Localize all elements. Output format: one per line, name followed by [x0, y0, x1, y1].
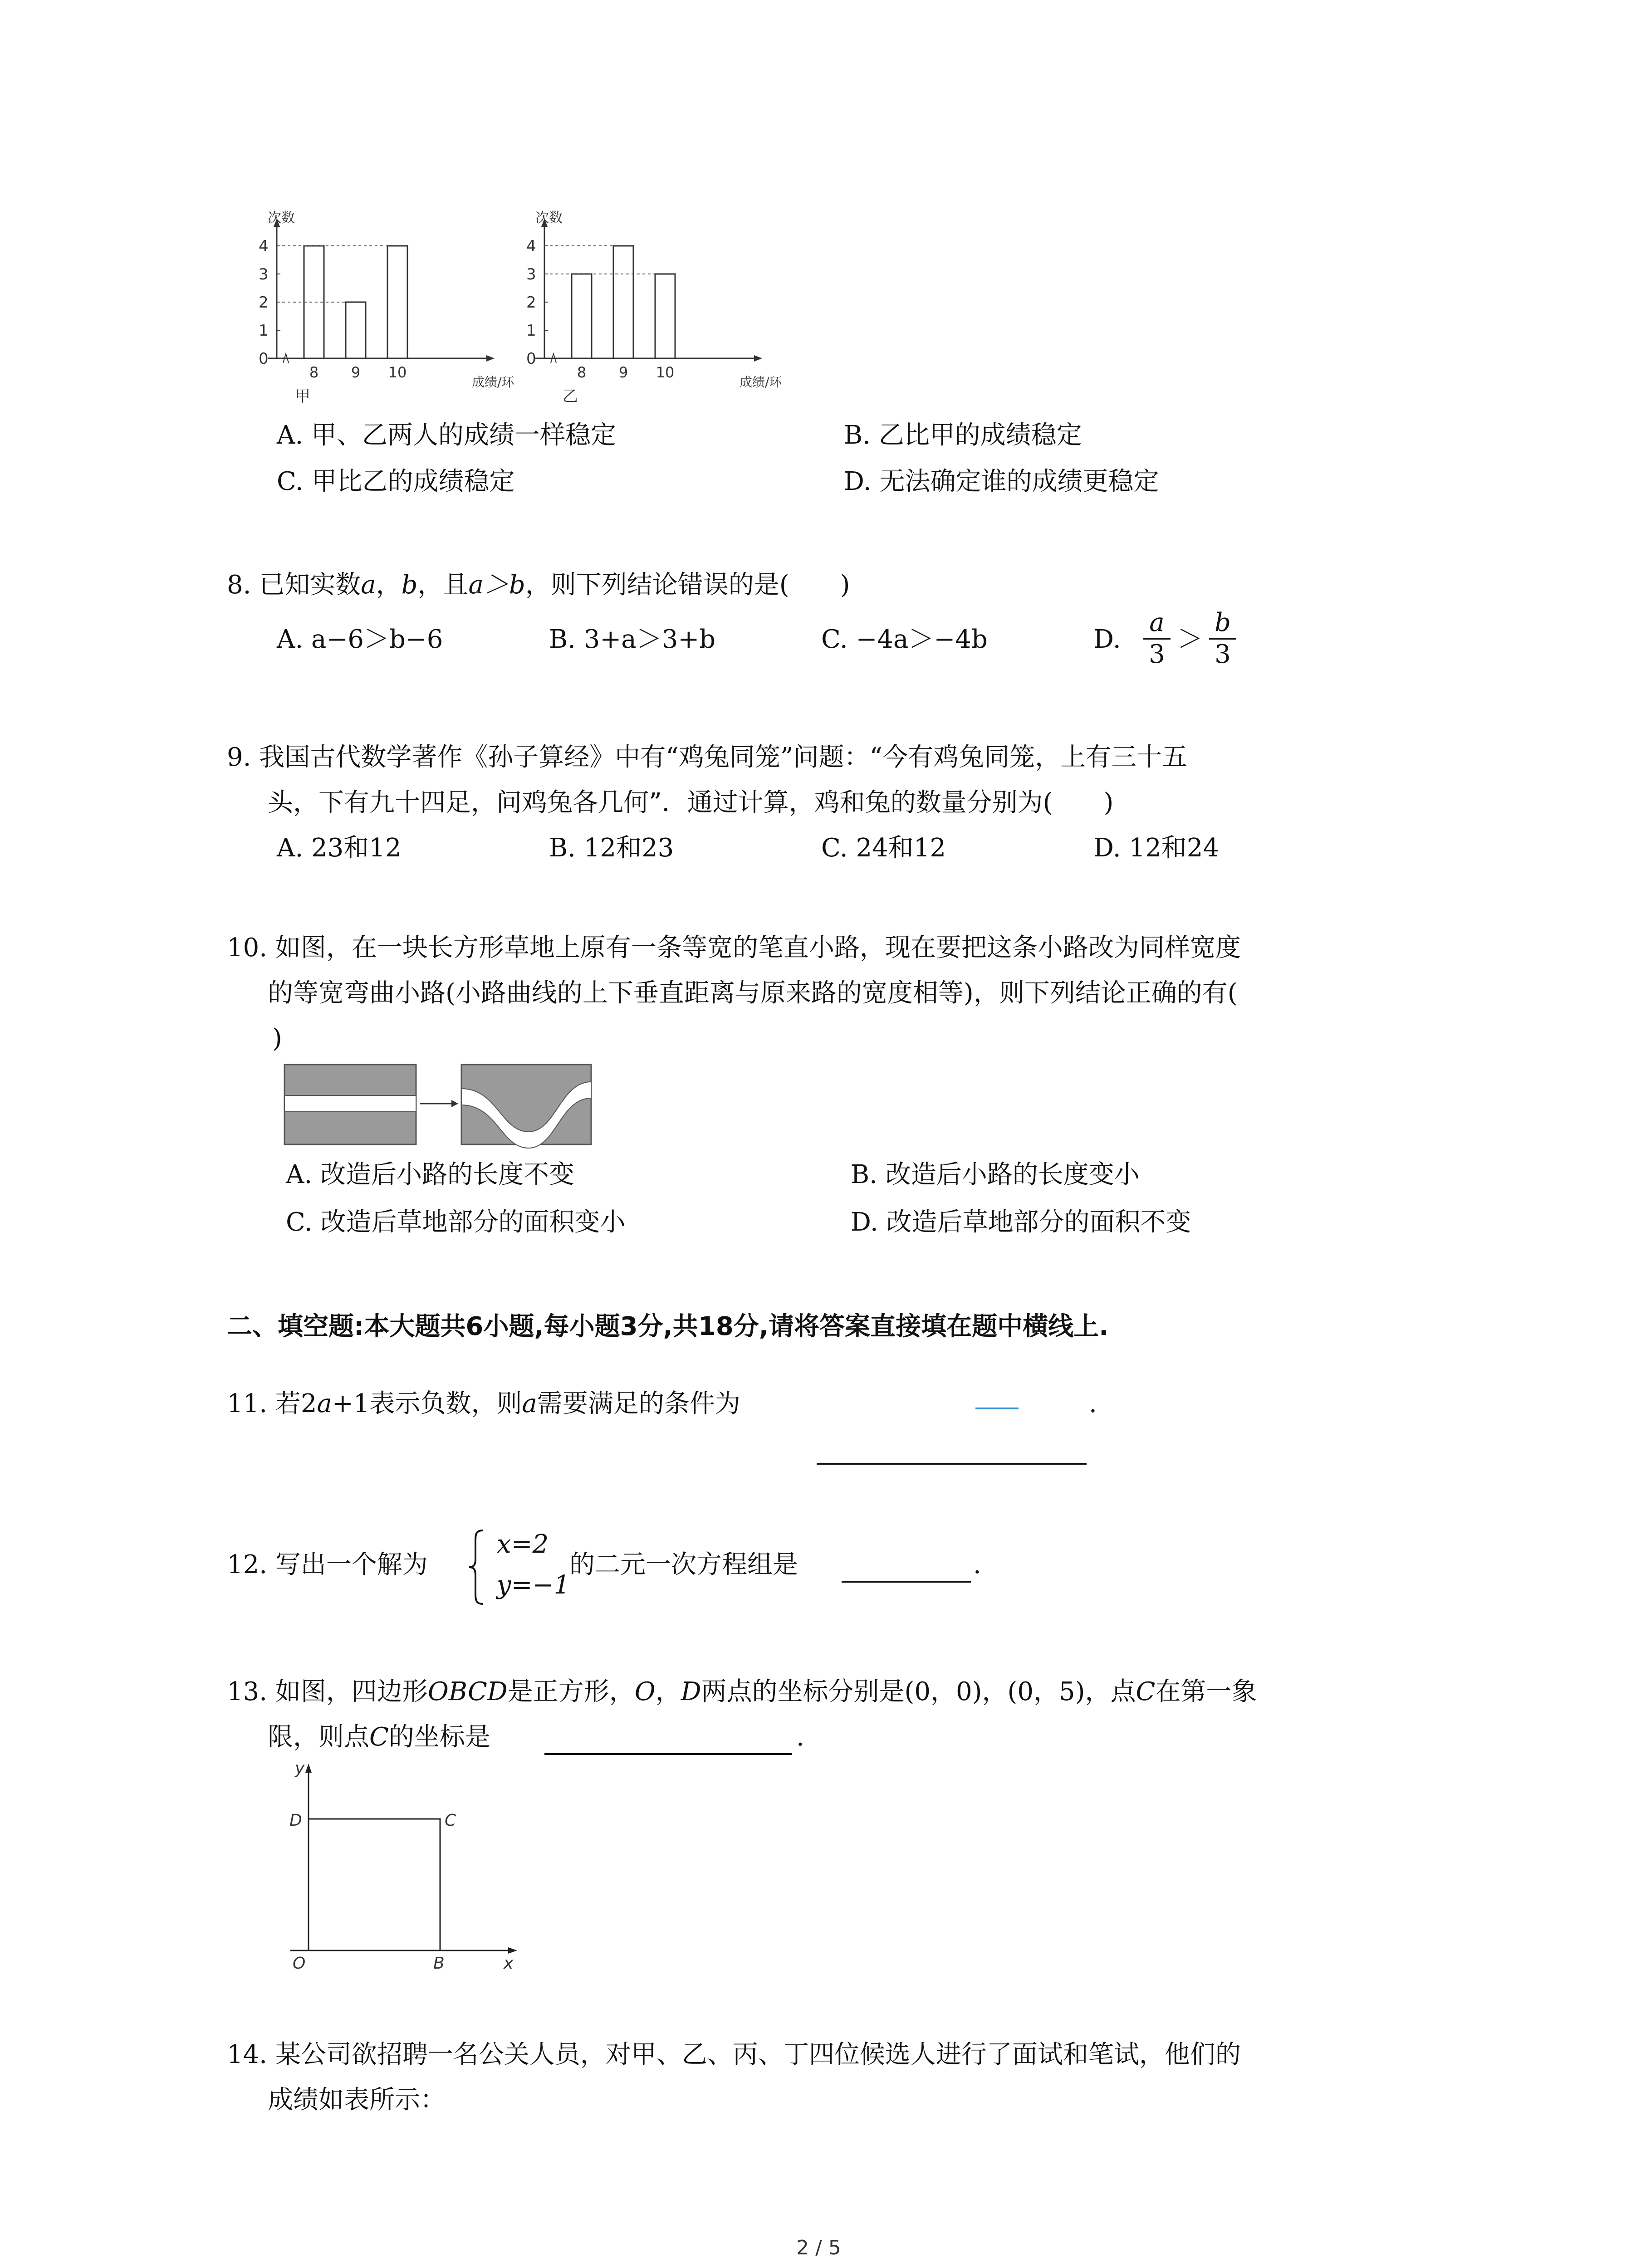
y-tick-label: 0 [259, 350, 269, 368]
q11-answer-blank[interactable] [817, 1463, 1087, 1465]
q7-option-c[interactable]: C. 甲比乙的成绩稳定 [277, 467, 515, 496]
x-axis-label: 成绩/环 [472, 375, 514, 390]
y-axis-label: 次数 [535, 210, 563, 226]
q10-option-d[interactable]: D. 改造后草地部分的面积不变 [851, 1207, 1191, 1237]
arrow-head [451, 1100, 458, 1107]
square-obcd [309, 1819, 440, 1950]
q9-option-d[interactable]: D. 12和24 [1093, 833, 1220, 863]
y-axis-arrow [305, 1764, 312, 1773]
y-axis-label: 次数 [268, 210, 295, 226]
y-tick-label: 2 [259, 293, 269, 312]
x-axis-arrow [754, 355, 762, 362]
section-heading: 二、填空题:本大题共6小题,每小题3分,共18分,请将答案直接填在题中横线上. [227, 1312, 1109, 1341]
x-tick-label: 9 [351, 364, 361, 381]
q12-eq2: y=−1 [497, 1570, 570, 1600]
chart-title: 甲 [295, 387, 310, 406]
x-tick-label: 9 [618, 364, 628, 381]
y-tick-label: 4 [259, 237, 269, 255]
q11-period: . [1089, 1389, 1097, 1418]
q9-option-a[interactable]: A. 23和12 [277, 833, 402, 863]
q9-stem-line2: 头，下有九十四足，问鸡兔各几何”．通过计算，鸡和兔的数量分别为( ) [268, 788, 1114, 817]
q12-pre: 12. 写出一个解为 [227, 1550, 428, 1579]
q12-eq1: x=2 [497, 1530, 549, 1559]
y-tick-label: 0 [526, 350, 536, 368]
y-tick-label: 3 [526, 265, 536, 284]
y-tick-label: 4 [526, 237, 536, 255]
q8-option-c[interactable]: C. −4a＞−4b [821, 625, 988, 654]
x-tick-label: 10 [656, 364, 675, 381]
q10-stem-line2: 的等宽弯曲小路(小路曲线的上下垂直距离与原来路的宽度相等)，则下列结论正确的有( [268, 978, 1238, 1008]
q12-answer-blank[interactable] [842, 1581, 971, 1583]
q9-option-b[interactable]: B. 12和23 [549, 833, 674, 863]
x-tick-label: 8 [309, 364, 319, 381]
label-y: y [295, 1759, 305, 1778]
bar-8 [572, 274, 592, 358]
x-tick-label: 8 [577, 364, 587, 381]
label-b: B [433, 1954, 445, 1973]
q8-option-a[interactable]: A. a−6＞b−6 [277, 625, 443, 654]
q9-option-c[interactable]: C. 24和12 [821, 833, 946, 863]
q14-stem-line2: 成绩如表所示： [268, 2085, 446, 2115]
square-coordinate-figure [281, 1760, 526, 1973]
q13-stem-line1: 13. 如图，四边形OBCD是正方形，O，D两点的坐标分别是(0，0)，(0，5)，点C在第一象 [227, 1677, 1257, 1706]
bar-chart-jia [236, 209, 514, 422]
y-tick-label: 1 [259, 322, 269, 340]
bar-10 [387, 246, 407, 358]
label-d: D [289, 1811, 302, 1830]
q10-stem-line1: 10. 如图，在一块长方形草地上原有一条等宽的笔直小路，现在要把这条小路改为同样宽度 [227, 933, 1241, 963]
q11-stem: 11. 若2a+1表示负数，则a需要满足的条件为 [227, 1389, 740, 1418]
label-c: C [445, 1811, 456, 1830]
x-axis-arrow [486, 355, 495, 362]
bar-9 [346, 302, 366, 358]
y-tick-label: 2 [526, 293, 536, 312]
bar-chart-yi [504, 209, 782, 422]
label-o: O [293, 1954, 306, 1973]
q8-option-b[interactable]: B. 3+a＞3+b [549, 625, 716, 654]
y-tick-label: 1 [526, 322, 536, 340]
q10-option-b[interactable]: B. 改造后小路的长度变小 [851, 1160, 1140, 1189]
chart-title: 乙 [563, 387, 578, 406]
q13-period: . [796, 1722, 804, 1752]
x-tick-label: 10 [388, 364, 407, 381]
q10-option-c[interactable]: C. 改造后草地部分的面积变小 [286, 1207, 626, 1237]
q7-option-a[interactable]: A. 甲、乙两人的成绩一样稳定 [277, 420, 617, 450]
road-figure [284, 1064, 592, 1150]
x-axis-label: 成绩/环 [740, 375, 782, 390]
q10-option-a[interactable]: A. 改造后小路的长度不变 [286, 1160, 575, 1189]
y-tick-label: 3 [259, 265, 269, 284]
q13-answer-blank[interactable] [544, 1753, 792, 1755]
q13-stem-line2: 限，则点C的坐标是 [268, 1722, 490, 1752]
bar-9 [613, 246, 633, 358]
q7-option-d[interactable]: D. 无法确定谁的成绩更稳定 [844, 467, 1159, 496]
q7-option-b[interactable]: B. 乙比甲的成绩稳定 [844, 420, 1082, 450]
straight-road [284, 1095, 416, 1112]
q9-stem-line1: 9. 我国古代数学著作《孙子算经》中有“鸡兔同笼”问题：“今有鸡兔同笼，上有三十五 [227, 743, 1188, 772]
q10-stem-line3: ) [272, 1024, 282, 1053]
page-number: 2 / 5 [796, 2236, 841, 2259]
x-axis-arrow [508, 1947, 517, 1954]
q14-stem-line1: 14. 某公司欲招聘一名公关人员，对甲、乙、丙、丁四位候选人进行了面试和笔试，他们的 [227, 2040, 1241, 2069]
q12-post: 的二元一次方程组是 [569, 1550, 798, 1579]
q8-stem: 8. 已知实数a，b，且a＞b，则下列结论错误的是( ) [227, 570, 850, 600]
q11-blue-mark [975, 1408, 1019, 1409]
label-x: x [504, 1954, 514, 1973]
q12-period: . [973, 1550, 981, 1579]
brace-icon [467, 1529, 485, 1606]
bar-10 [655, 274, 675, 358]
